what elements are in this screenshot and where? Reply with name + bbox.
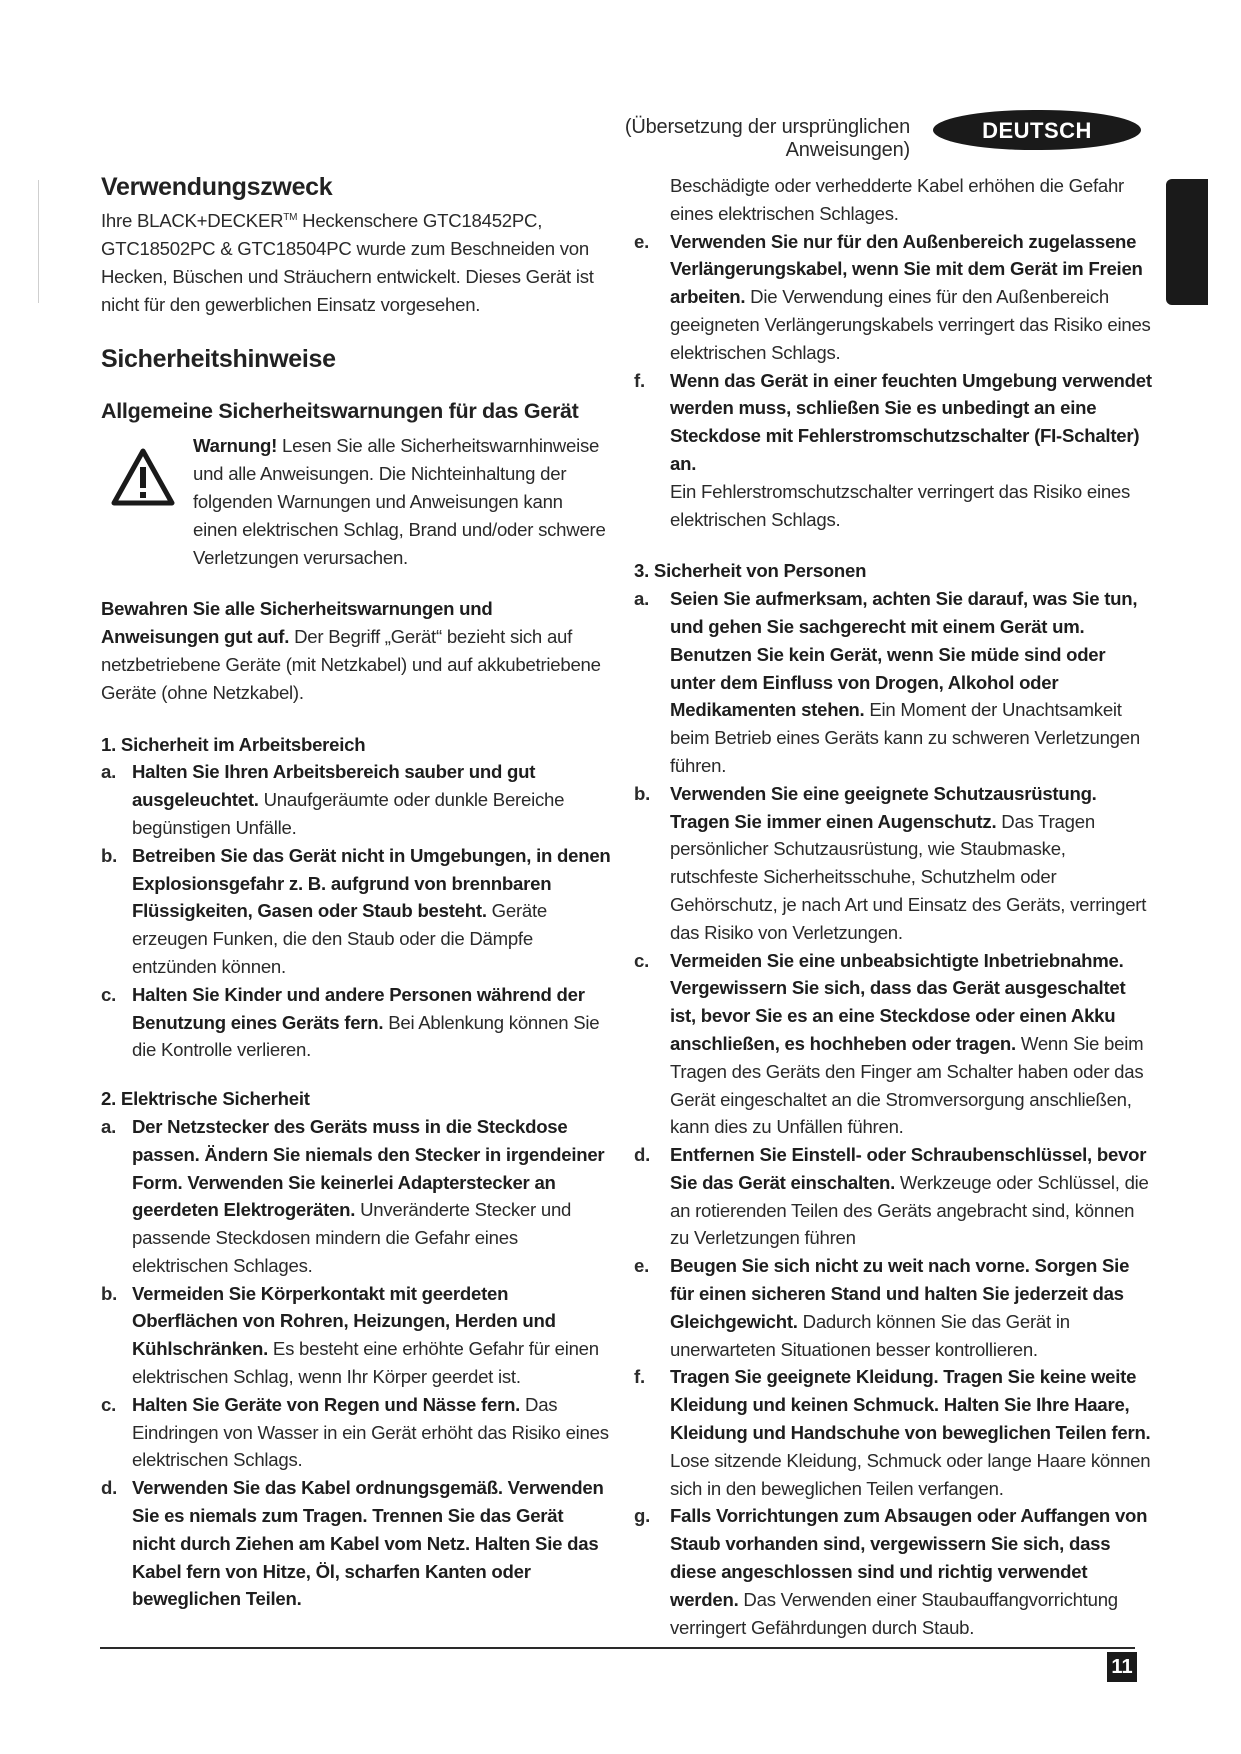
item-text: Ein Moment der Unachtsamkeit beim Betrieb eines Geräts kann zu schweren Verletzungen führen. bbox=[670, 699, 1140, 776]
item-label: c. bbox=[101, 983, 117, 1005]
item-bold: Halten Sie Kinder und andere Personen während der Benutzung eines Geräts fern. bbox=[132, 983, 585, 1033]
safety-heading: Sicherheitshinweise bbox=[101, 345, 336, 374]
s1-item-b bbox=[101, 842, 611, 981]
intended-use-text-b: Heckenschere GTC18452PC, GTC18502PC & GTC18504PC wurde zum Beschneiden von Hecken, Büschen und Sträuchern entwickelt. Dieses Gerät ist nicht für den gewerblichen Einsatz vorgesehen. bbox=[101, 210, 594, 315]
s1-item-c bbox=[101, 981, 611, 1064]
s2-item-b bbox=[101, 1280, 611, 1391]
warning-triangle-icon bbox=[111, 448, 175, 506]
intended-use-text-a: Ihre BLACK+DECKER bbox=[101, 210, 284, 232]
item-text: Es besteht eine erhöhte Gefahr für einen elektrischen Schlag, wenn Ihr Körper geerdet ist. bbox=[132, 1338, 599, 1388]
page-number: 11 bbox=[1107, 1652, 1137, 1682]
warning-bold: Warnung! bbox=[193, 435, 278, 457]
item-text: Geräte erzeugen Funken, die den Staub oder die Dämpfe entzünden können. bbox=[132, 900, 547, 977]
item-label: a. bbox=[101, 761, 117, 783]
item-label: e. bbox=[634, 1255, 650, 1277]
item-bold: Wenn das Gerät in einer feuchten Umgebung verwendet werden muss, schließen Sie es unbedingt an eine Steckdose mit Fehlerstromschutzschalter (FI-Schalter) an. bbox=[670, 369, 1152, 474]
item-bold: Der Netzstecker des Geräts muss in die Steckdose passen. Ändern Sie niemals den Stecker in irgendeiner Form. Verwenden Sie keinerlei Adapterstecker an geerdeten Elektrogeräten. bbox=[132, 1115, 605, 1221]
item-label: b. bbox=[634, 782, 651, 804]
s3-item-b bbox=[634, 780, 1154, 947]
section-2-heading: 2. Elektrische Sicherheit bbox=[101, 1088, 310, 1110]
warning-block bbox=[101, 432, 611, 571]
item-text: Das Eindringen von Wasser in ein Gerät erhöht das Risiko eines elektrischen Schlags. bbox=[132, 1393, 609, 1471]
section-side-tab bbox=[1166, 179, 1208, 305]
item-label: f. bbox=[634, 369, 645, 391]
item-text: Unaufgeräumte oder dunkle Bereiche begünstigen Unfälle. bbox=[132, 789, 565, 838]
item-label: c. bbox=[634, 949, 650, 971]
item-bold: Verwenden Sie das Kabel ordnungsgemäß. Verwenden Sie es niemals zum Tragen. Trennen Sie das Gerät nicht durch Ziehen am Kabel vom Netz. Halten Sie das Kabel fern von Hitze, Öl, scharfen Kanten oder beweglichen Teilen. bbox=[132, 1477, 604, 1610]
keep-bold: Bewahren Sie alle Sicherheitswarnungen und Anweisungen gut auf. bbox=[101, 598, 493, 648]
item-text: Dadurch können Sie das Gerät in unerwarteten Situationen besser kontrollieren. bbox=[670, 1310, 1070, 1360]
item-text: Ein Fehlerstromschutzschalter verringert das Risiko eines elektrischen Schlags. bbox=[670, 480, 1131, 530]
item-text: Lose sitzende Kleidung, Schmuck oder lange Haare können sich in den beweglichen Teilen verfangen. bbox=[670, 1449, 1151, 1499]
item-text: Das Tragen persönlicher Schutzausrüstung, wie Staubmaske, rutschfeste Sicherheitsschuhe, Schutzhelm oder Gehörschutz, je nach Art und Einsatz des Geräts, verringert das Risiko von Verletzungen. bbox=[670, 810, 1147, 943]
trademark-mark: TM bbox=[283, 212, 298, 223]
keep-body: Der Begriff „Gerät“ bezieht sich auf netzbetriebene Geräte (mit Netzkabel) und auf akkubetriebene Geräte (ohne Netzkabel). bbox=[101, 626, 601, 703]
item-bold: Entfernen Sie Einstell- oder Schraubenschlüssel, bevor Sie das Gerät einschalten. bbox=[670, 1144, 1147, 1193]
intended-use-text bbox=[101, 204, 611, 318]
footer-rule bbox=[100, 1647, 1135, 1649]
s2-item-e bbox=[634, 228, 1154, 367]
item-bold: Verwenden Sie nur für den Außenbereich zugelassene Verlängerungskabel, wenn Sie mit dem Gerät im Freien arbeiten. bbox=[670, 230, 1143, 308]
s3-item-e bbox=[634, 1252, 1154, 1363]
section-1-heading: 1. Sicherheit im Arbeitsbereich bbox=[101, 733, 366, 755]
item-bold: Vermeiden Sie Körperkontakt mit geerdeten Oberflächen von Rohren, Heizungen, Herden und Kühlschränken. bbox=[132, 1282, 556, 1360]
s3-item-d bbox=[634, 1141, 1154, 1252]
intended-use-heading: Verwendungszweck bbox=[101, 173, 333, 201]
item-bold: Vermeiden Sie eine unbeabsichtigte Inbetriebnahme. Vergewissern Sie sich, dass das Gerät ausgeschaltet ist, bevor Sie es an eine Steckdose oder einen Akku anschließen, es hochheben oder tragen. bbox=[670, 949, 1126, 1054]
s2-item-c bbox=[101, 1391, 611, 1474]
item-bold: Betreiben Sie das Gerät nicht in Umgebungen, in denen Explosionsgefahr z. B. aufgrund von brennbaren Flüssigkeiten, Gasen oder Staub besteht. bbox=[132, 844, 611, 922]
item-bold: Falls Vorrichtungen zum Absaugen oder Auffangen von Staub vorhanden sind, vergewissern Sie sich, dass diese angeschlossen sind und richtig verwendet werden. bbox=[670, 1505, 1148, 1610]
s3-item-f bbox=[634, 1363, 1154, 1502]
s3-item-g bbox=[634, 1502, 1154, 1641]
item-label: g. bbox=[634, 1505, 651, 1527]
item-label: b. bbox=[101, 844, 118, 866]
s1-item-a bbox=[101, 758, 611, 841]
item-label: d. bbox=[634, 1144, 651, 1166]
general-warnings-heading: Allgemeine Sicherheitswarnungen für das Gerät bbox=[101, 399, 579, 424]
s3-item-c bbox=[634, 947, 1154, 1142]
item-bold: Seien Sie aufmerksam, achten Sie darauf, was Sie tun, und gehen Sie sachgerecht mit einem Gerät um. Benutzen Sie kein Gerät, wenn Sie müde sind oder unter dem Einfluss von Drogen, Alkohol oder Medikamenten stehen. bbox=[670, 588, 1138, 721]
item-text: Das Verwenden einer Staubauffangvorrichtung verringert Gefährdungen durch Staub. bbox=[670, 1588, 1118, 1638]
item-label: e. bbox=[634, 230, 650, 252]
item-bold: Beugen Sie sich nicht zu weit nach vorne. Sorgen Sie für einen sicheren Stand und halten Sie jederzeit das Gleichgewicht. bbox=[670, 1255, 1130, 1332]
keep-instructions bbox=[101, 595, 611, 706]
item-label: a. bbox=[634, 588, 650, 610]
item-label: b. bbox=[101, 1282, 118, 1304]
item-label: f. bbox=[634, 1366, 645, 1388]
s2-item-d bbox=[101, 1474, 611, 1613]
left-column bbox=[101, 170, 611, 1613]
s2-item-f bbox=[634, 367, 1154, 534]
section-3-heading: 3. Sicherheit von Personen bbox=[634, 560, 867, 582]
item-bold: Halten Sie Ihren Arbeitsbereich sauber und gut ausgeleuchtet. bbox=[132, 761, 536, 811]
item-bold: Tragen Sie geeignete Kleidung. Tragen Sie keine weite Kleidung und keinen Schmuck. Halten Sie Ihre Haare, Kleidung und Handschuhe von beweglichen Teilen fern. bbox=[670, 1366, 1151, 1444]
language-badge: DEUTSCH bbox=[933, 110, 1141, 150]
item-text: Die Verwendung eines für den Außenbereich geeigneten Verlängerungskabels verringert das Risiko eines elektrischen Schlags. bbox=[670, 286, 1151, 363]
item-text: Bei Ablenkung können Sie die Kontrolle verlieren. bbox=[132, 1011, 600, 1061]
margin-rule bbox=[38, 180, 39, 303]
item-label: a. bbox=[101, 1115, 117, 1137]
item-text: Wenn Sie beim Tragen des Geräts den Finger am Schalter haben oder das Gerät eingeschaltet an die Stromversorgung anschließen, kann dies zu Unfällen führen. bbox=[670, 1032, 1144, 1138]
right-column bbox=[634, 172, 1154, 1641]
item-text: Werkzeuge oder Schlüssel, die an rotierenden Teilen des Geräts angebracht sind, können zu Verletzungen führen bbox=[670, 1171, 1149, 1249]
s2-item-a bbox=[101, 1113, 611, 1280]
item-label: d. bbox=[101, 1477, 118, 1499]
item-label: c. bbox=[101, 1393, 117, 1415]
s3-item-a bbox=[634, 585, 1154, 780]
translation-note: (Übersetzung der ursprünglichen Anweisungen) bbox=[624, 116, 910, 161]
item-bold: Halten Sie Geräte von Regen und Nässe fern. bbox=[132, 1393, 521, 1415]
cable-continuation: Beschädigte oder verhedderte Kabel erhöhen die Gefahr eines elektrischen Schlages. bbox=[670, 175, 1124, 224]
item-bold: Verwenden Sie eine geeignete Schutzausrüstung. Tragen Sie immer einen Augenschutz. bbox=[670, 782, 1097, 832]
warning-text bbox=[193, 432, 611, 571]
item-text: Unveränderte Stecker und passende Steckdosen mindern die Gefahr eines elektrischen Schlages. bbox=[132, 1199, 572, 1276]
warning-body: Lesen Sie alle Sicherheitswarnhinweise und alle Anweisungen. Die Nichteinhaltung der folgenden Warnungen und Anweisungen kann einen elektrischen Schlag, Brand und/oder schwere Verletzungen verursachen. bbox=[193, 435, 606, 568]
